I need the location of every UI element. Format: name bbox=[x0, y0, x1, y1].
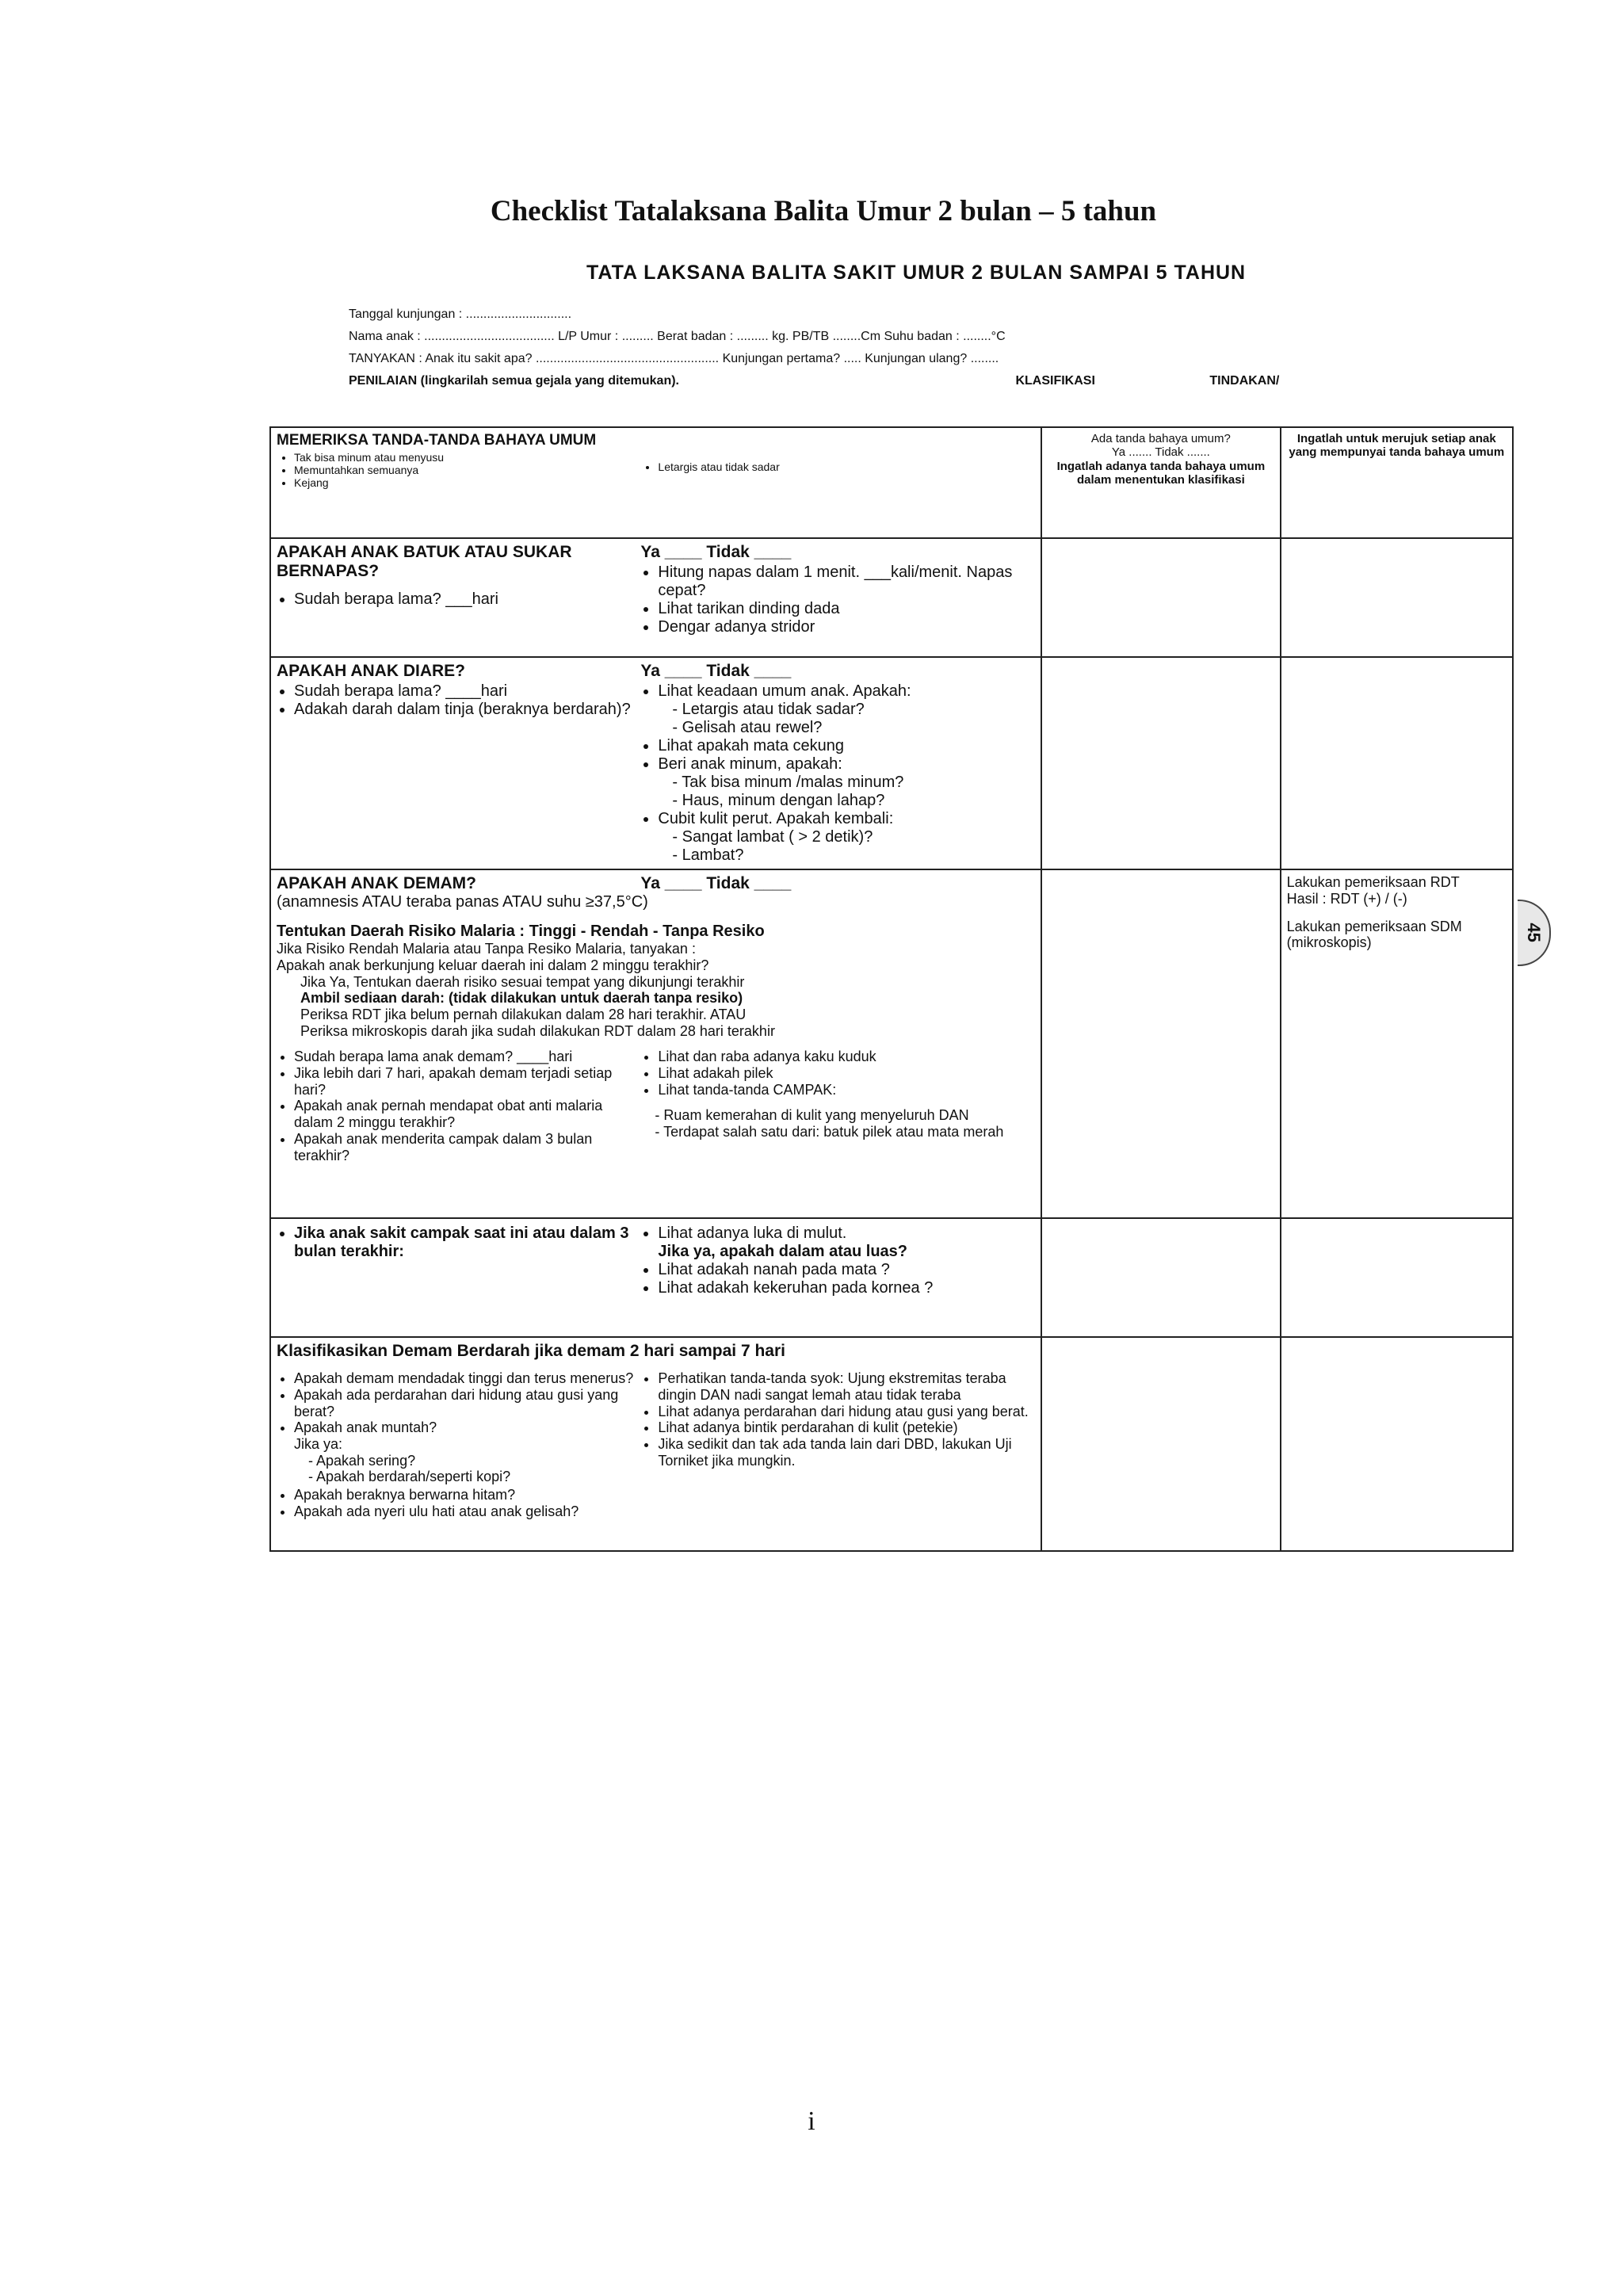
ask-field: TANYAKAN : Anak itu sakit apa? .................................................... Kunjungan pertama? ..... Kunjungan ulang? ........ bbox=[349, 352, 999, 365]
list-item: • Apakah demam mendadak tinggi dan terus menerus? bbox=[294, 1370, 640, 1387]
sub-item: - Ruam kemerahan di kulit yang menyeluruh DAN bbox=[655, 1107, 969, 1124]
list-item: • Perhatikan tanda-tanda syok: Ujung ekstremitas teraba dingin DAN nadi sangat lemah atau tidak teraba bbox=[658, 1370, 1035, 1403]
list-item: • Lihat adakah kekeruhan pada kornea ? bbox=[658, 1279, 1035, 1297]
fever-yes-no: Ya ____ Tidak ____ bbox=[640, 874, 792, 893]
row-cough bbox=[270, 538, 1513, 657]
scanned-form bbox=[262, 262, 1544, 1553]
sub-item: - Sangat lambat ( > 2 detik)? bbox=[672, 828, 873, 846]
malaria-risk: Tentukan Daerah Risiko Malaria : Tinggi - Rendah - Tanpa Resiko bbox=[277, 923, 765, 941]
list-item: • Apakah anak menderita campak dalam 3 bulan terakhir? bbox=[294, 1131, 640, 1163]
fever-classification bbox=[1041, 869, 1280, 1218]
sub-item: - Letargis atau tidak sadar? bbox=[672, 701, 865, 719]
page-tab bbox=[1518, 900, 1551, 966]
list-item: • Lihat adanya bintik perdarahan di kulit (petekie) bbox=[658, 1419, 1035, 1436]
list-item: • Letargis atau tidak sadar bbox=[658, 460, 1035, 473]
malaria-line: Apakah anak berkunjung keluar daerah ini dalam 2 minggu terakhir? bbox=[277, 957, 709, 973]
fever-title: APAKAH ANAK DEMAM? bbox=[277, 874, 476, 893]
dengue-cell bbox=[270, 1337, 1041, 1551]
item-text: Beri anak minum, apakah: bbox=[658, 755, 842, 774]
list-item: • Lihat tarikan dinding dada bbox=[658, 600, 1035, 618]
list-item bbox=[658, 810, 1035, 865]
row-fever bbox=[270, 869, 1513, 1218]
diarrhea-action bbox=[1281, 657, 1513, 869]
malaria-line: Jika Risiko Rendah Malaria atau Tanpa Resiko Malaria, tanyakan : bbox=[277, 941, 696, 957]
list-text: Jika ya: bbox=[294, 1436, 343, 1453]
row-danger-signs bbox=[270, 427, 1513, 538]
diarrhea-yes-no: Ya ____ Tidak ____ bbox=[640, 662, 792, 680]
list-item: • Kejang bbox=[294, 476, 640, 489]
item-text: Lihat adanya luka di mulut. bbox=[658, 1224, 847, 1243]
cough-title: APAKAH ANAK BATUK ATAU SUKAR BERNAPAS? bbox=[277, 543, 572, 581]
diarrhea-classification bbox=[1041, 657, 1280, 869]
sub-item: - Terdapat salah satu dari: batuk pilek atau mata merah bbox=[655, 1124, 1004, 1140]
list-item bbox=[658, 755, 1035, 810]
diarrhea-cell bbox=[270, 657, 1041, 869]
sub-item: - Apakah berdarah/seperti kopi? bbox=[308, 1469, 511, 1485]
page-title: Checklist Tatalaksana Balita Umur 2 bulan – 5 tahun bbox=[490, 195, 1157, 227]
list-item: • Jika sedikit dan tak ada tanda lain dari DBD, lakukan Uji Torniket jika mungkin. bbox=[658, 1436, 1035, 1469]
klasifikasi-label: KLASIFIKASI bbox=[1015, 374, 1095, 388]
item-text: Lihat keadaan umum anak. Apakah: bbox=[658, 682, 911, 701]
sub-item: - Tak bisa minum /malas minum? bbox=[672, 774, 904, 792]
danger-signs-title: MEMERIKSA TANDA-TANDA BAHAYA UMUM bbox=[277, 432, 597, 449]
list-item: • Apakah ada perdarahan dari hidung atau gusi yang berat? bbox=[294, 1387, 640, 1419]
sub-item: Jika ya, apakah dalam atau luas? bbox=[658, 1243, 908, 1261]
assessment-header bbox=[349, 374, 1279, 388]
item-text: Cubit kulit perut. Apakah kembali: bbox=[658, 810, 894, 828]
assessment-table bbox=[269, 426, 1514, 1552]
measles-action bbox=[1281, 1218, 1513, 1337]
measles-classification bbox=[1041, 1218, 1280, 1337]
cough-classification bbox=[1041, 538, 1280, 657]
action-line: Lakukan pemeriksaan SDM (mikroskopis) bbox=[1286, 918, 1462, 951]
danger-signs-action: Ingatlah untuk merujuk setiap anak yang mempunyai tanda bahaya umum bbox=[1281, 427, 1513, 538]
list-item: • Dengar adanya stridor bbox=[658, 618, 1035, 636]
child-info-field: Nama anak : ..................................... L/P Umur : ......... Berat badan : ......... kg. PB/TB ........Cm Suhu badan : ........°C bbox=[349, 330, 1006, 343]
fever-subtitle: (anamnesis ATAU teraba panas ATAU suhu ≥37,5°C) bbox=[277, 893, 648, 911]
cough-yes-no: Ya ____ Tidak ____ bbox=[640, 543, 792, 561]
page-number: i bbox=[808, 2107, 815, 2136]
tindakan-label: TINDAKAN/ bbox=[1209, 374, 1280, 388]
list-item: • Apakah anak pernah mendapat obat anti malaria dalam 2 minggu terakhir? bbox=[294, 1098, 640, 1130]
row-dengue bbox=[270, 1337, 1513, 1551]
list-item: • Lihat apakah mata cekung bbox=[658, 737, 1035, 755]
list-item: • Lihat adakah nanah pada mata ? bbox=[658, 1261, 1035, 1279]
dengue-classification bbox=[1041, 1337, 1280, 1551]
diarrhea-title: APAKAH ANAK DIARE? bbox=[277, 662, 465, 680]
action-line: Lakukan pemeriksaan RDT bbox=[1286, 874, 1460, 891]
list-item: • Lihat tanda-tanda CAMPAK: bbox=[658, 1082, 1035, 1098]
action-line: Hasil : RDT (+) / (-) bbox=[1286, 890, 1407, 907]
malaria-line: Periksa mikroskopis darah jika sudah dilakukan RDT dalam 28 hari terakhir bbox=[300, 1022, 775, 1039]
measles-cell bbox=[270, 1218, 1041, 1337]
danger-yes-no: Ya ....... Tidak ....... bbox=[1111, 445, 1210, 460]
list-item: • Lihat adakah pilek bbox=[658, 1065, 1035, 1082]
list-item: • Sudah berapa lama anak demam? ____hari bbox=[294, 1049, 640, 1065]
list-item: • Apakah ada nyeri ulu hati atau anak gelisah? bbox=[294, 1503, 640, 1520]
row-measles bbox=[270, 1218, 1513, 1337]
danger-note: Ingatlah adanya tanda bahaya umum dalam menentukan klasifikasi bbox=[1056, 459, 1266, 487]
list-item bbox=[658, 1224, 1035, 1261]
list-item bbox=[658, 682, 1035, 737]
malaria-line: Jika Ya, Tentukan daerah risiko sesuai tempat yang dikunjungi terakhir bbox=[300, 973, 745, 990]
list-item: • Sudah berapa lama? ___hari bbox=[294, 590, 640, 609]
dengue-title: Klasifikasikan Demam Berdarah jika demam 2 hari sampai 7 hari bbox=[277, 1342, 785, 1361]
danger-signs-cell bbox=[270, 427, 1041, 538]
list-item: • Hitung napas dalam 1 menit. ___kali/menit. Napas cepat? bbox=[658, 563, 1035, 600]
penilaian-label: PENILAIAN (lingkarilah semua gejala yang ditemukan). bbox=[349, 374, 679, 388]
dengue-action bbox=[1281, 1337, 1513, 1551]
cough-cell bbox=[270, 538, 1041, 657]
list-item: • Apakah beraknya berwarna hitam? bbox=[294, 1487, 640, 1503]
list-item: • Sudah berapa lama? ____hari bbox=[294, 682, 640, 701]
page-tab-number: 45 bbox=[1523, 923, 1544, 943]
list-item: • Lihat dan raba adanya kaku kuduk bbox=[658, 1049, 1035, 1065]
list-item: • Lihat adanya perdarahan dari hidung atau gusi yang berat. bbox=[658, 1404, 1035, 1420]
fever-cell bbox=[270, 869, 1041, 1218]
sub-item: - Apakah sering? bbox=[308, 1452, 416, 1469]
sub-item: - Haus, minum dengan lahap? bbox=[672, 792, 885, 810]
danger-question: Ada tanda bahaya umum? bbox=[1090, 432, 1231, 445]
list-item: • Adakah darah dalam tinja (beraknya berdarah)? bbox=[294, 701, 640, 719]
malaria-line: Periksa RDT jika belum pernah dilakukan dalam 28 hari terakhir. ATAU bbox=[300, 1007, 747, 1023]
row-diarrhea bbox=[270, 657, 1513, 869]
form-title: TATA LAKSANA BALITA SAKIT UMUR 2 BULAN SAMPAI 5 TAHUN bbox=[586, 262, 1247, 284]
visit-date-field: Tanggal kunjungan : .............................. bbox=[349, 308, 572, 321]
list-item: • Apakah anak muntah? bbox=[294, 1419, 640, 1436]
danger-signs-classification bbox=[1041, 427, 1280, 538]
sub-item: - Lambat? bbox=[672, 846, 744, 865]
list-item: • Jika anak sakit campak saat ini atau dalam 3 bulan terakhir: bbox=[294, 1224, 640, 1261]
list-item: • Jika lebih dari 7 hari, apakah demam terjadi setiap hari? bbox=[294, 1065, 640, 1098]
malaria-line: Ambil sediaan darah: (tidak dilakukan untuk daerah tanpa resiko) bbox=[300, 990, 743, 1007]
fever-action bbox=[1281, 869, 1513, 1218]
sub-item: - Gelisah atau rewel? bbox=[672, 719, 823, 737]
cough-action bbox=[1281, 538, 1513, 657]
list-item: • Tak bisa minum atau menyusu bbox=[294, 451, 640, 464]
list-item: • Memuntahkan semuanya bbox=[294, 464, 640, 476]
